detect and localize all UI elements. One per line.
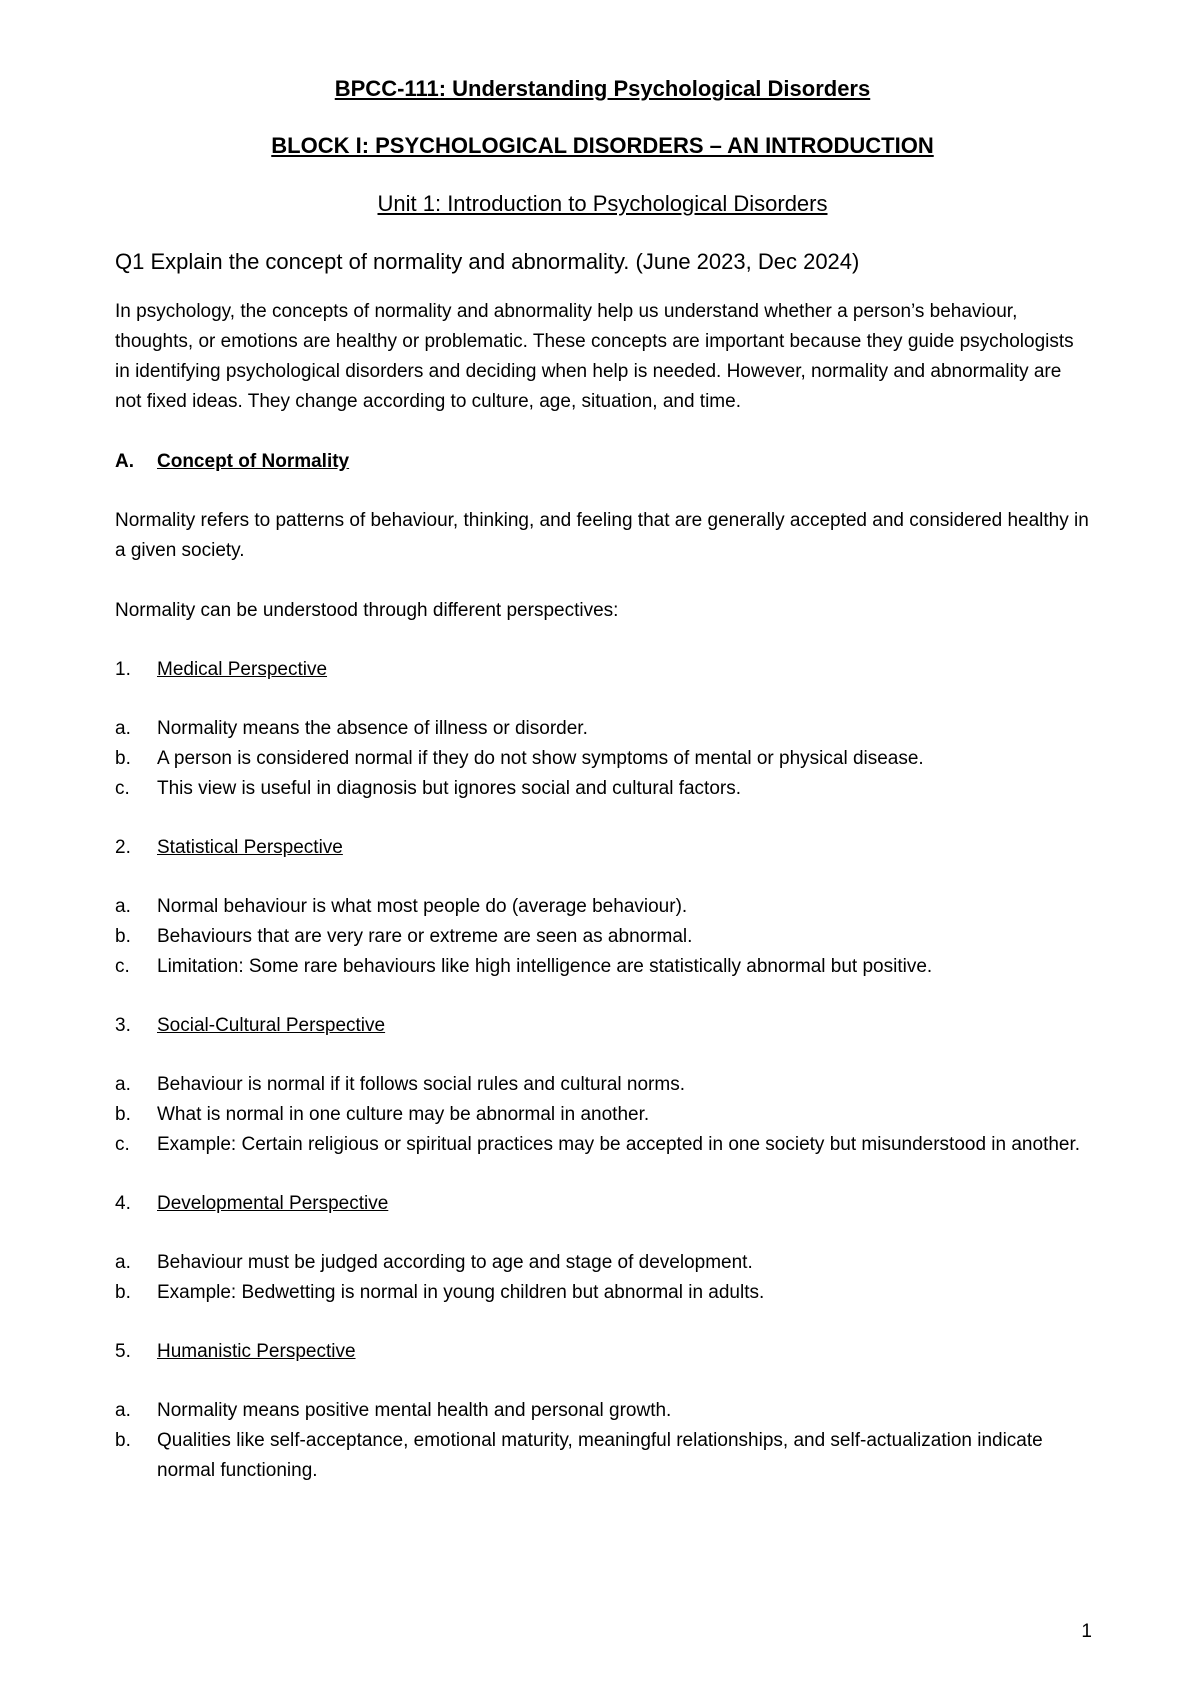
perspective-title: Statistical Perspective [157,837,343,858]
list-marker: b. [115,1282,131,1303]
list-text: Normality means the absence of illness or disorder. [157,718,588,739]
list-item [115,714,1090,744]
list-item [115,774,1090,804]
page-number: 1 [1081,1621,1092,1642]
list-item [115,1130,1090,1160]
perspective-number: 3. [115,1015,131,1036]
list-text: Example: Certain religious or spiritual practices may be accepted in one society but misunderstood in another. [157,1134,1081,1155]
perspectives-list [115,655,1090,1486]
list-marker: a. [115,1074,131,1095]
list-item [115,1070,1090,1100]
perspective-title: Social-Cultural Perspective [157,1015,386,1036]
unit-title: Unit 1: Introduction to Psychological Disorders [377,191,828,216]
list-marker: c. [115,956,130,977]
list-item [115,892,1090,922]
list-marker: b. [115,1430,131,1451]
question-heading: Q1 Explain the concept of normality and abnormality. (June 2023, Dec 2024) [115,249,860,274]
perspective-number: 1. [115,659,131,680]
normality-definition: Normality refers to patterns of behaviour, thinking, and feeling that are generally accepted and considered healthy in a given society. [115,510,1089,561]
list-marker: a. [115,1252,131,1273]
list-marker: b. [115,1104,131,1125]
list-item [115,744,1090,774]
section-a-heading [115,447,1090,477]
list-item [115,1248,1090,1278]
perspective-number: 2. [115,837,131,858]
perspective-number: 5. [115,1341,131,1362]
intro-paragraph: In psychology, the concepts of normality and abnormality help us understand whether a person’s behaviour, thoughts, or emotions are healthy or problematic. These concepts are important because they guide psychologists in identifying psychological disorders and deciding when help is needed. However, normality and abnormality are not fixed ideas. They change according to culture, age, situation, and time. [115,301,1074,412]
perspective-points [115,1396,1090,1486]
list-text: What is normal in one culture may be abnormal in another. [157,1104,650,1125]
document-content [115,74,1090,1515]
list-text: Normal behaviour is what most people do (average behaviour). [157,896,688,917]
list-marker: a. [115,1400,131,1421]
list-text: This view is useful in diagnosis but ignores social and cultural factors. [157,778,742,799]
list-item [115,1396,1090,1426]
perspective-title: Medical Perspective [157,659,328,680]
perspective-points [115,892,1090,982]
perspective-heading [115,1011,1090,1041]
list-item [115,922,1090,952]
list-marker: a. [115,718,131,739]
perspective-points [115,1248,1090,1308]
perspective-points [115,1070,1090,1160]
section-a-title: Concept of Normality [157,451,350,472]
list-item [115,1100,1090,1130]
perspectives-lead-in: Normality can be understood through different perspectives: [115,600,619,621]
perspective-number: 4. [115,1193,131,1214]
block-title: BLOCK I: PSYCHOLOGICAL DISORDERS – AN INTRODUCTION [271,133,934,158]
list-text: Limitation: Some rare behaviours like high intelligence are statistically abnormal but positive. [157,956,933,977]
perspective-title: Humanistic Perspective [157,1341,356,1362]
list-text: Normality means positive mental health and personal growth. [157,1400,672,1421]
list-text: Qualities like self-acceptance, emotional maturity, meaningful relationships, and self-actualization indicate normal functioning. [157,1430,1043,1481]
section-a-letter: A. [115,451,134,472]
list-text: Example: Bedwetting is normal in young children but abnormal in adults. [157,1282,765,1303]
list-marker: b. [115,926,131,947]
list-text: Behaviours that are very rare or extreme are seen as abnormal. [157,926,693,947]
perspective-heading [115,1189,1090,1219]
list-marker: b. [115,748,131,769]
perspective-heading [115,833,1090,863]
list-marker: a. [115,896,131,917]
list-item [115,1426,1090,1486]
list-marker: c. [115,778,130,799]
list-item [115,1278,1090,1308]
list-marker: c. [115,1134,130,1155]
perspective-heading [115,655,1090,685]
list-text: Behaviour is normal if it follows social rules and cultural norms. [157,1074,685,1095]
perspective-title: Developmental Perspective [157,1193,389,1214]
perspective-points [115,714,1090,804]
list-text: Behaviour must be judged according to age and stage of development. [157,1252,753,1273]
list-item [115,952,1090,982]
course-title: BPCC-111: Understanding Psychological Disorders [334,76,871,101]
perspective-heading [115,1337,1090,1367]
list-text: A person is considered normal if they do not show symptoms of mental or physical disease. [157,748,924,769]
